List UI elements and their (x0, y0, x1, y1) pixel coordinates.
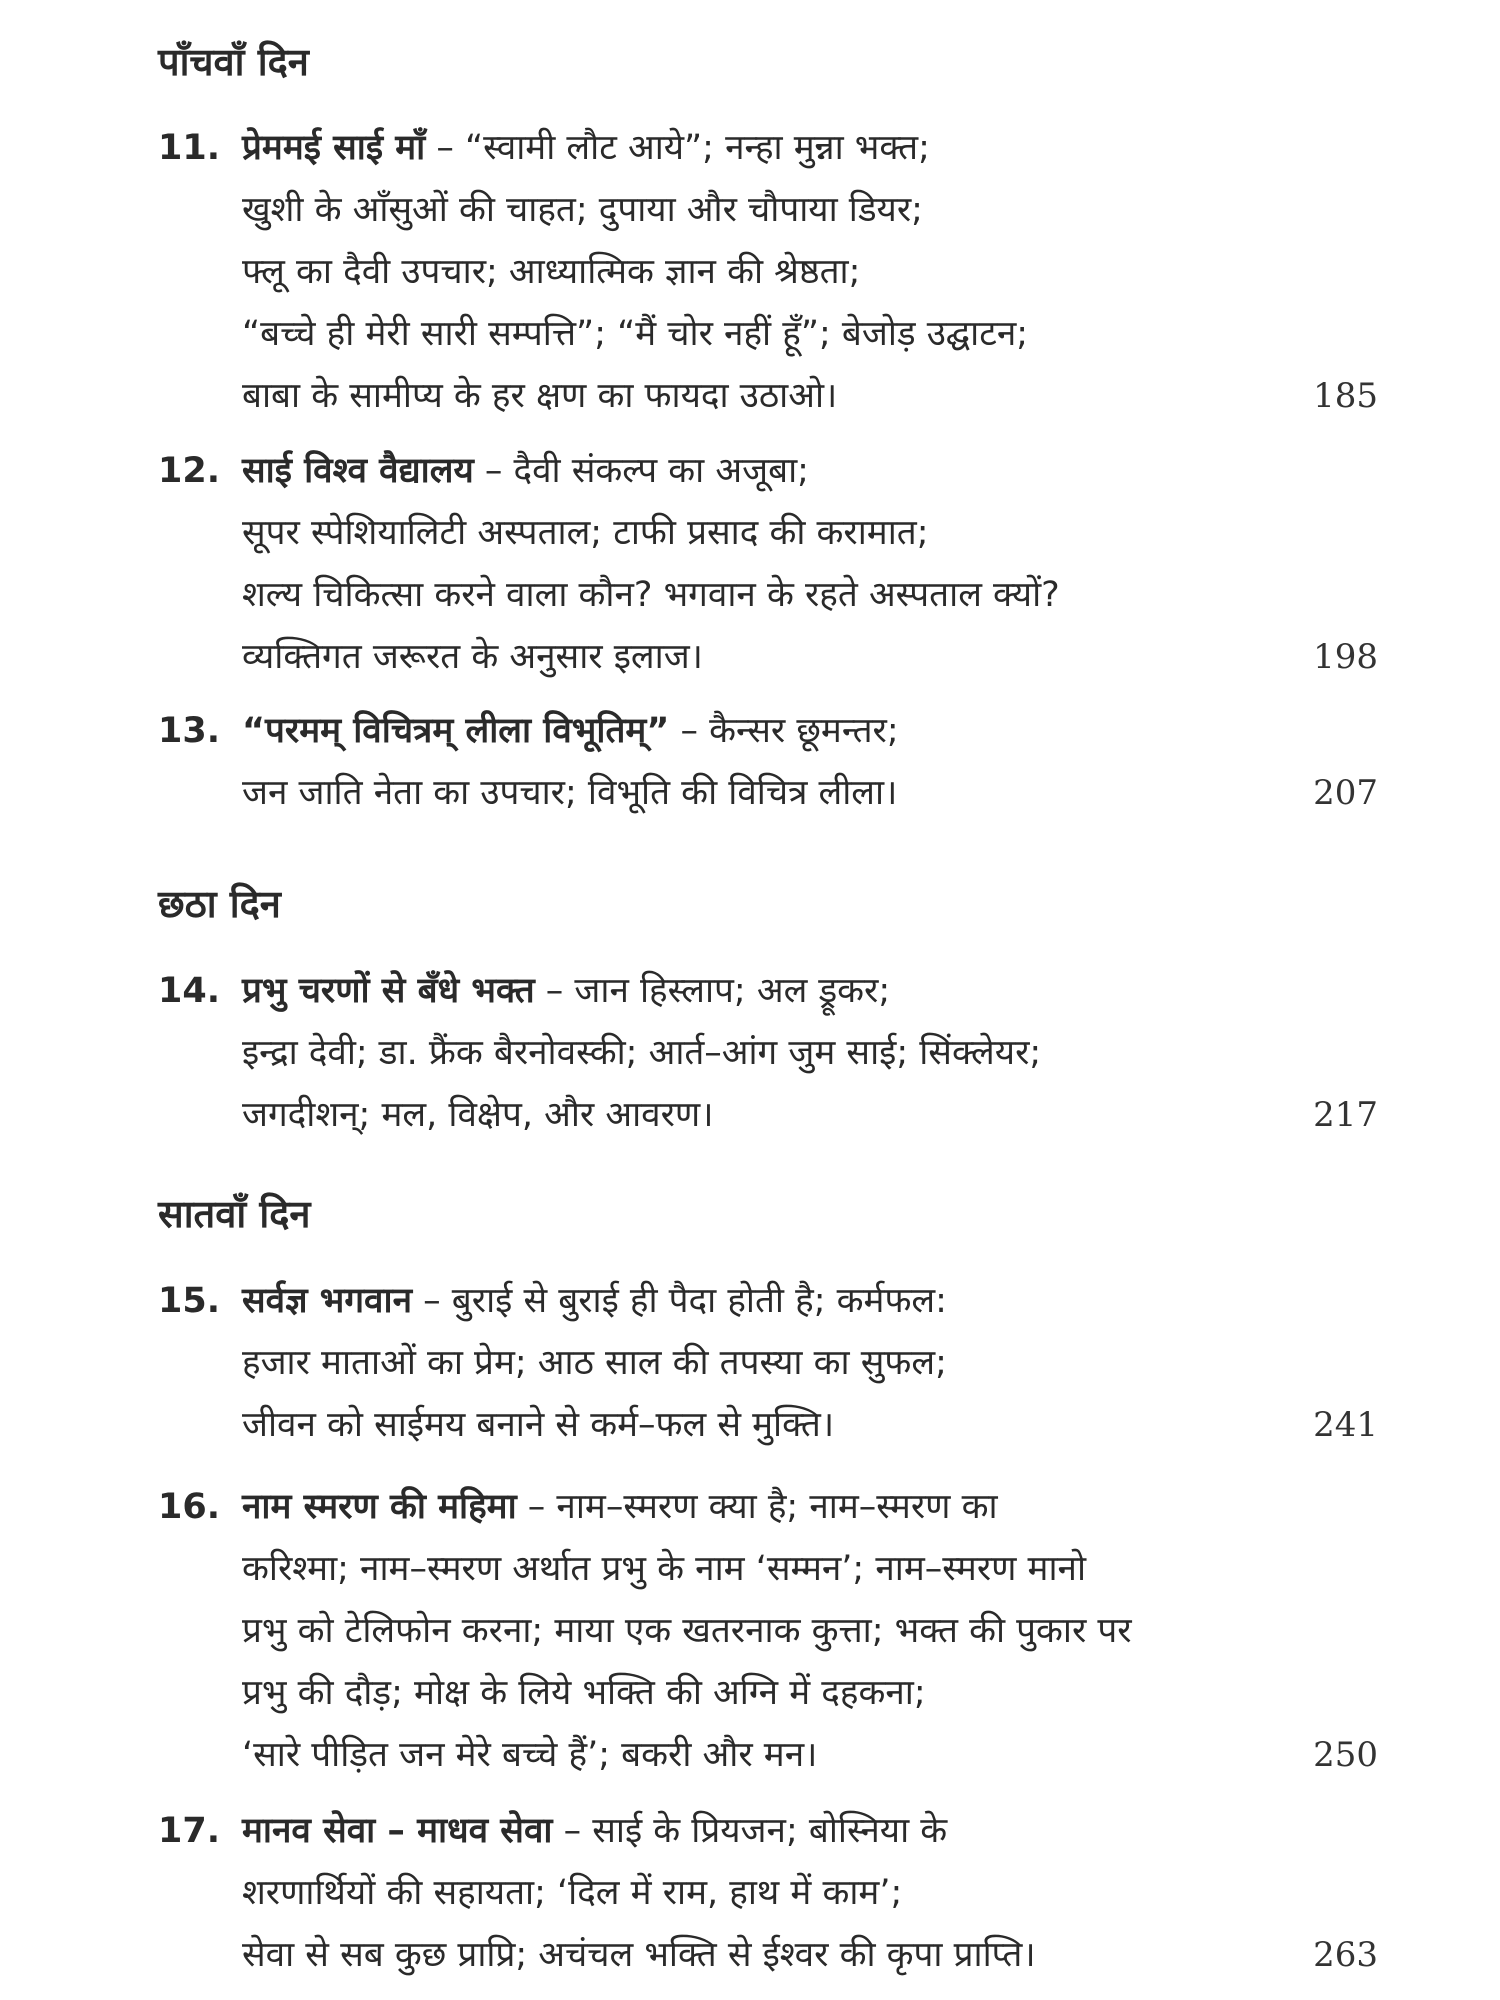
entry-first-line (158, 1270, 1378, 1332)
entry-line: प्रभु की दौड़; मोक्ष के लिये भक्ति की अग्नि में दहकना; (242, 1673, 926, 1713)
page-number: 207 (1313, 773, 1378, 813)
page-number: 263 (1313, 1935, 1378, 1975)
entry-first-line (158, 960, 1378, 1022)
day-heading-seventh: सातवाँ दिन (158, 1192, 311, 1236)
chapter-number: 14. (158, 971, 221, 1011)
chapter-number: 13. (158, 711, 221, 751)
entry-line: इन्द्रा देवी; डा. फ्रैंक बैरनोवस्की; आर्त–आंग जुम साई; सिंक्लेयर; (242, 1033, 1042, 1073)
entry-line: फ्लू का दैवी उपचार; आध्यात्मिक ज्ञान की श्रेष्ठता; (242, 252, 861, 292)
entry-first-line (158, 117, 1378, 179)
toc-entry-12 (158, 440, 1378, 688)
chapter-topics: – दैवी संकल्प का अजूबा; (473, 451, 809, 491)
entry-line: शल्य चिकित्सा करने वाला कौन? भगवान के रहते अस्पताल क्यों? (242, 575, 1060, 615)
chapter-topics: – साई के प्रियजन; बोस्निया के (552, 1811, 948, 1851)
day-heading-fifth: पाँचवाँ दिन (158, 40, 309, 84)
chapter-number: 12. (158, 451, 221, 491)
entry-line-text: जन जाति नेता का उपचार; विभूति की विचित्र लीला। (242, 773, 898, 813)
toc-entry-11 (158, 117, 1378, 427)
entry-line-text: ‘सारे पीड़ित जन मेरे बच्चे हैं’; बकरी और मन। (242, 1735, 818, 1775)
page-number: 250 (1313, 1735, 1378, 1775)
entry-line-last (158, 365, 1378, 427)
entry-line: हजार माताओं का प्रेम; आठ साल की तपस्या का सुफल; (242, 1343, 947, 1383)
entry-line-text: व्यक्तिगत जरूरत के अनुसार इलाज। (242, 637, 703, 677)
page-number: 198 (1313, 637, 1378, 677)
day-heading-sixth: छठा दिन (158, 882, 281, 926)
entry-line: शरणार्थियों की सहायता; ‘दिल में राम, हाथ में काम’; (242, 1873, 903, 1913)
toc-entry-14 (158, 960, 1378, 1146)
chapter-title: साई विश्व वैद्यालय (242, 451, 474, 491)
entry-line-last (158, 1724, 1378, 1786)
chapter-number: 15. (158, 1281, 221, 1321)
entry-line: “बच्चे ही मेरी सारी सम्पत्ति”; “मैं चोर नहीं हूँ”; बेजोड़ उद्घाटन; (242, 314, 1029, 354)
entry-line-last (158, 1924, 1378, 1986)
chapter-number: 16. (158, 1487, 221, 1527)
chapter-topics: – नाम–स्मरण क्या है; नाम–स्मरण का (516, 1487, 998, 1527)
entry-first-line (158, 700, 1378, 762)
page-number: 185 (1313, 376, 1378, 416)
chapter-topics: – “स्वामी लौट आये”; नन्हा मुन्ना भक्त; (425, 128, 930, 168)
chapter-title: नाम स्मरण की महिमा (242, 1487, 517, 1527)
entry-line: प्रभु को टेलिफोन करना; माया एक खतरनाक कुत्ता; भक्त की पुकार पर (242, 1611, 1132, 1651)
chapter-topics: – जान हिस्लाप; अल ड्रूकर; (534, 971, 891, 1011)
entry-line-last (158, 762, 1378, 824)
toc-entry-17 (158, 1800, 1378, 1986)
chapter-title: प्रेममई साई माँ (242, 128, 426, 168)
entry-first-line (158, 1476, 1378, 1538)
entry-line-text: जगदीशन्; मल, विक्षेप, और आवरण। (242, 1095, 714, 1135)
entry-line-last (158, 1084, 1378, 1146)
chapter-title: मानव सेवा – माधव सेवा (242, 1811, 553, 1851)
entry-line: खुशी के आँसुओं की चाहत; दुपाया और चौपाया डियर; (242, 190, 923, 230)
entry-line-text: बाबा के सामीप्य के हर क्षण का फायदा उठाओ। (242, 376, 838, 416)
toc-entry-15 (158, 1270, 1378, 1456)
entry-line-last (158, 626, 1378, 688)
entry-line-text: सेवा से सब कुछ प्राप्रि; अचंचल भक्ति से ईश्वर की कृपा प्राप्ति। (242, 1935, 1036, 1975)
toc-entry-16 (158, 1476, 1378, 1786)
page-number: 217 (1313, 1095, 1378, 1135)
chapter-title: सर्वज्ञ भगवान (242, 1281, 413, 1321)
entry-first-line (158, 1800, 1378, 1862)
entry-line: करिश्मा; नाम–स्मरण अर्थात प्रभु के नाम ‘सम्मन’; नाम–स्मरण मानो (242, 1549, 1087, 1589)
chapter-title: प्रभु चरणों से बँधे भक्त (242, 971, 535, 1011)
chapter-number: 11. (158, 128, 221, 168)
chapter-title: “परमम् विचित्रम् लीला विभूतिम्” (242, 711, 670, 751)
toc-entry-13 (158, 700, 1378, 824)
chapter-topics: – बुराई से बुराई ही पैदा होती है; कर्मफल: (412, 1281, 947, 1321)
entry-line-last (158, 1394, 1378, 1456)
entry-line-text: जीवन को साईमय बनाने से कर्म–फल से मुक्ति। (242, 1405, 835, 1445)
chapter-topics: – कैन्सर छूमन्तर; (669, 711, 899, 751)
entry-line: सूपर स्पेशियालिटी अस्पताल; टाफी प्रसाद की करामात; (242, 513, 929, 553)
entry-first-line (158, 440, 1378, 502)
chapter-number: 17. (158, 1811, 221, 1851)
page-number: 241 (1313, 1405, 1378, 1445)
